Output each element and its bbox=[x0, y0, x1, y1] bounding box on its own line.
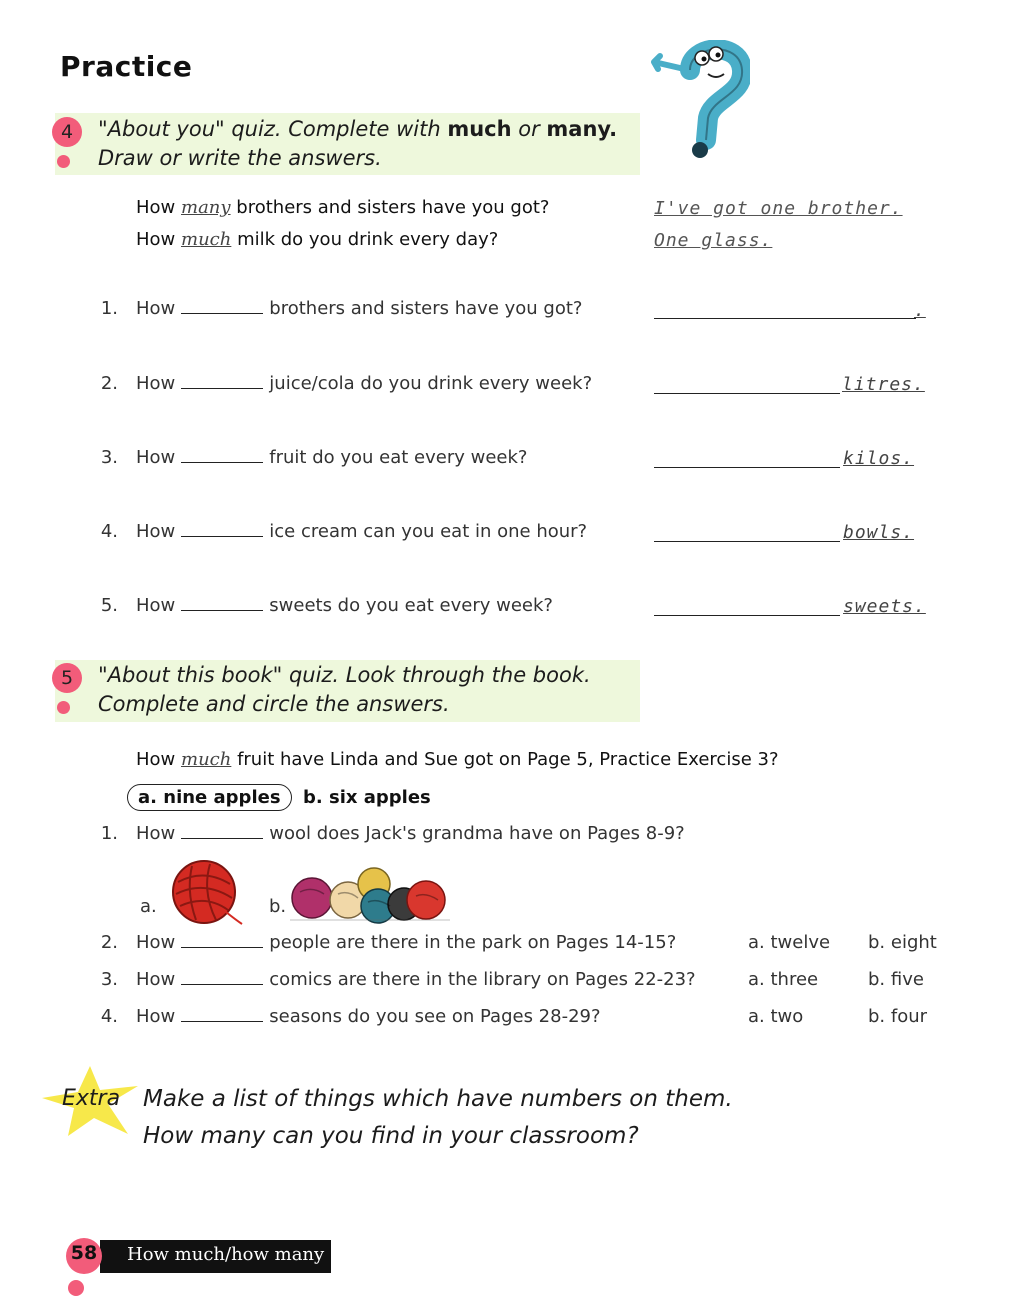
answer-unit: . bbox=[914, 300, 926, 321]
option-b[interactable]: b. five bbox=[868, 969, 924, 990]
question-number: 1. bbox=[100, 823, 118, 844]
exercise4-instruction bbox=[98, 115, 617, 173]
answer-unit: bowls. bbox=[843, 522, 915, 543]
question-text bbox=[136, 373, 592, 394]
example-fill: much bbox=[181, 749, 232, 770]
answer-line[interactable] bbox=[654, 318, 916, 319]
question-number: 4. bbox=[100, 521, 118, 542]
answer-blank[interactable] bbox=[181, 388, 263, 389]
exercise5-number: 5 bbox=[52, 663, 82, 693]
badge-dot bbox=[57, 701, 70, 714]
page-number: 58 bbox=[70, 1242, 98, 1264]
question-pre: How bbox=[136, 595, 176, 616]
instruction-many: many. bbox=[546, 117, 618, 141]
example-pre: How bbox=[136, 197, 181, 218]
question-post: comics are there in the library on Pages 22-23? bbox=[269, 969, 696, 990]
example-fill: much bbox=[181, 229, 232, 250]
exercise5-instruction bbox=[98, 661, 591, 719]
answer-blank[interactable] bbox=[181, 536, 263, 537]
question-text bbox=[136, 298, 582, 319]
example-question-1 bbox=[136, 197, 549, 218]
question-post: seasons do you see on Pages 28-29? bbox=[269, 1006, 601, 1027]
question-post: sweets do you eat every week? bbox=[269, 595, 553, 616]
exercise5-badge bbox=[52, 663, 86, 719]
option-a[interactable]: a. twelve bbox=[748, 932, 831, 953]
answer-blank[interactable] bbox=[181, 462, 263, 463]
example-post: fruit have Linda and Sue got on Page 5, Practice Exercise 3? bbox=[231, 749, 779, 770]
instruction-much: much bbox=[447, 117, 512, 141]
option-b[interactable]: b. eight bbox=[868, 932, 937, 953]
question-number: 3. bbox=[100, 447, 118, 468]
question-post: juice/cola do you drink every week? bbox=[269, 373, 593, 394]
answer-line[interactable] bbox=[654, 393, 840, 394]
question-text bbox=[136, 932, 676, 953]
exercise4-badge bbox=[52, 117, 86, 173]
example-pre: How bbox=[136, 229, 181, 250]
exercise4-number: 4 bbox=[52, 117, 82, 147]
example-answer-1: I've got one brother. bbox=[654, 198, 903, 219]
option-a[interactable]: a. three bbox=[748, 969, 819, 990]
question-number: 2. bbox=[100, 373, 118, 394]
extra-line1: Make a list of things which have numbers on them. bbox=[143, 1086, 733, 1112]
question-text bbox=[136, 823, 685, 844]
question-post: people are there in the park on Pages 14-15? bbox=[269, 932, 677, 953]
answer-blank[interactable] bbox=[181, 1021, 263, 1022]
instruction-line2: Draw or write the answers. bbox=[98, 146, 382, 170]
question-pre: How bbox=[136, 373, 176, 394]
answer-line[interactable] bbox=[654, 615, 840, 616]
example-post: milk do you drink every day? bbox=[231, 229, 499, 250]
example-pre: How bbox=[136, 749, 181, 770]
answer-blank[interactable] bbox=[181, 838, 263, 839]
answer-line[interactable] bbox=[654, 467, 840, 468]
answer-blank[interactable] bbox=[181, 313, 263, 314]
question-text bbox=[136, 595, 553, 616]
page-number-dot bbox=[68, 1280, 84, 1296]
example-post: brothers and sisters have you got? bbox=[230, 197, 550, 218]
question-post: brothers and sisters have you got? bbox=[269, 298, 583, 319]
question-post: ice cream can you eat in one hour? bbox=[269, 521, 588, 542]
question-number: 4. bbox=[100, 1006, 118, 1027]
question-text bbox=[136, 1006, 601, 1027]
instruction-line1: "About this book" quiz. Look through the book. bbox=[98, 663, 591, 687]
example-question bbox=[136, 749, 779, 770]
red-wool-ball-icon[interactable] bbox=[166, 858, 244, 926]
answer-blank[interactable] bbox=[181, 610, 263, 611]
answer-unit: litres. bbox=[842, 374, 925, 395]
question-post: wool does Jack's grandma have on Pages 8-9? bbox=[269, 823, 685, 844]
option-b-label[interactable]: b. bbox=[269, 896, 287, 917]
question-text bbox=[136, 447, 527, 468]
question-pre: How bbox=[136, 521, 176, 542]
page-title: Practice bbox=[60, 50, 193, 83]
badge-dot bbox=[57, 155, 70, 168]
question-pre: How bbox=[136, 447, 176, 468]
answer-blank[interactable] bbox=[181, 947, 263, 948]
example-option-a-circled[interactable]: a. nine apples bbox=[127, 784, 292, 811]
instruction-or: or bbox=[511, 117, 547, 141]
extra-line2: How many can you find in your classroom? bbox=[143, 1123, 639, 1149]
option-a-label[interactable]: a. bbox=[140, 896, 157, 917]
question-pre: How bbox=[136, 932, 176, 953]
answer-unit: kilos. bbox=[843, 448, 915, 469]
question-mark-mascot-icon bbox=[650, 40, 750, 160]
question-number: 5. bbox=[100, 595, 118, 616]
question-number: 3. bbox=[100, 969, 118, 990]
footer-label: How much/how many bbox=[127, 1244, 325, 1265]
question-pre: How bbox=[136, 823, 176, 844]
question-post: fruit do you eat every week? bbox=[269, 447, 528, 468]
extra-instruction bbox=[143, 1081, 733, 1155]
instruction-line2: Complete and circle the answers. bbox=[98, 692, 450, 716]
question-pre: How bbox=[136, 298, 176, 319]
example-answer-2: One glass. bbox=[654, 230, 773, 251]
extra-label: Extra bbox=[62, 1086, 121, 1111]
many-wool-balls-icon[interactable] bbox=[286, 866, 454, 926]
option-a[interactable]: a. two bbox=[748, 1006, 804, 1027]
question-text bbox=[136, 521, 587, 542]
example-fill: many bbox=[181, 197, 231, 218]
answer-line[interactable] bbox=[654, 541, 840, 542]
question-text bbox=[136, 969, 696, 990]
question-pre: How bbox=[136, 969, 176, 990]
option-b[interactable]: b. four bbox=[868, 1006, 928, 1027]
answer-blank[interactable] bbox=[181, 984, 263, 985]
question-number: 1. bbox=[100, 298, 118, 319]
example-option-b[interactable]: b. six apples bbox=[303, 787, 431, 808]
instruction-text: "About you" quiz. Complete with bbox=[98, 117, 448, 141]
question-number: 2. bbox=[100, 932, 118, 953]
answer-unit: sweets. bbox=[843, 596, 926, 617]
example-question-2 bbox=[136, 229, 498, 250]
question-pre: How bbox=[136, 1006, 176, 1027]
